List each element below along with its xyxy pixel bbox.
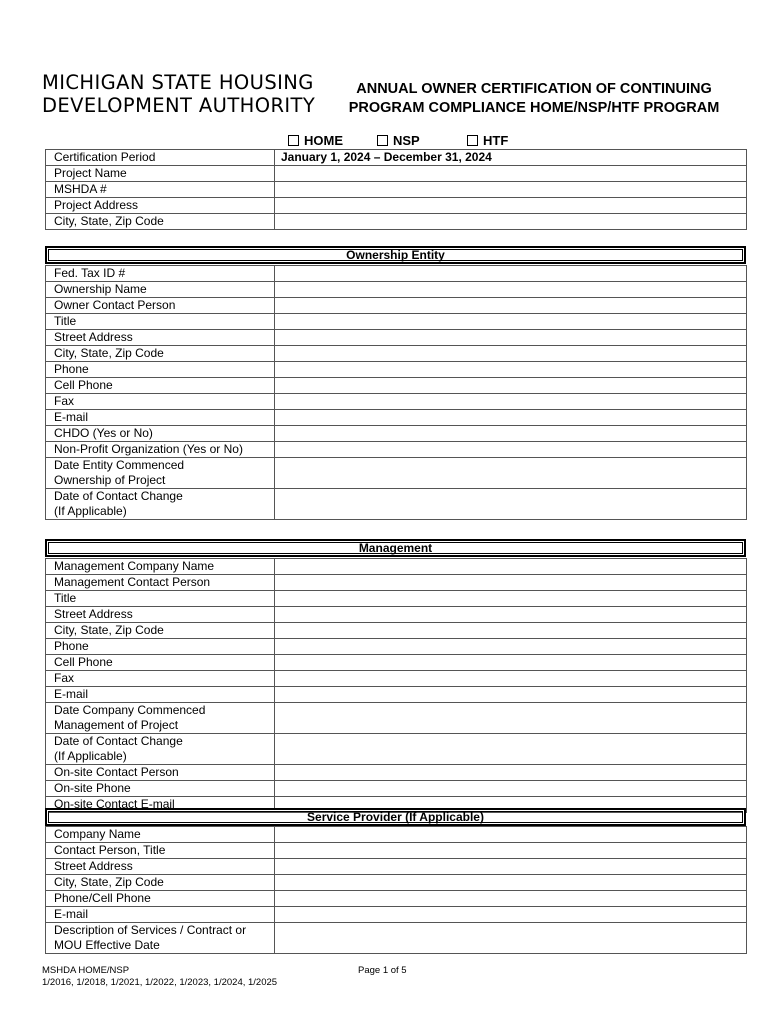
- field-label: [46, 282, 275, 298]
- field-value[interactable]: [275, 362, 747, 378]
- field-label-text: City, State, Zip Code: [54, 623, 164, 637]
- ownership-entity-header: Ownership Entity: [45, 246, 746, 264]
- field-label-text-line-2: (If Applicable): [54, 749, 127, 763]
- form-row: [46, 843, 747, 859]
- form-row: [46, 923, 747, 954]
- service-provider-table: [45, 826, 746, 954]
- field-label: [46, 734, 275, 765]
- field-value[interactable]: [275, 378, 747, 394]
- form-row: [46, 827, 747, 843]
- field-value[interactable]: [275, 426, 747, 442]
- field-value[interactable]: [275, 907, 747, 923]
- field-label-text: Phone: [54, 639, 89, 653]
- field-label-text: Date of Contact Change: [54, 734, 183, 748]
- footer-form-info: [42, 965, 277, 989]
- form-row: [46, 623, 747, 639]
- home-label: HOME: [304, 133, 343, 148]
- home-checkbox[interactable]: [288, 135, 299, 146]
- field-value[interactable]: [275, 781, 747, 797]
- footer-form-id: MSHDA HOME/NSP: [42, 965, 130, 976]
- field-label-text-line-2: Ownership of Project: [54, 473, 166, 487]
- field-label-text: Fax: [54, 394, 75, 408]
- field-value[interactable]: January 1, 2024 – December 31, 2024: [275, 150, 747, 166]
- field-label: [46, 843, 275, 859]
- management-table: [45, 558, 746, 813]
- field-label: [46, 687, 275, 703]
- field-label-text: Company Name: [54, 827, 141, 841]
- field-label: [46, 765, 275, 781]
- form-row: [46, 266, 747, 282]
- field-label-text: Project Name: [54, 166, 127, 180]
- field-label-text: Management Contact Person: [54, 575, 211, 589]
- form-row: [46, 442, 747, 458]
- field-value[interactable]: [275, 671, 747, 687]
- ownership-entity-table: [45, 265, 746, 520]
- field-label: [46, 489, 275, 520]
- form-row: [46, 559, 747, 575]
- field-label: [46, 166, 275, 182]
- logo-line-2: DEVELOPMENT AUTHORITY: [42, 94, 316, 117]
- form-row: [46, 394, 747, 410]
- field-label: [46, 442, 275, 458]
- form-row: [46, 875, 747, 891]
- field-label-text: City, State, Zip Code: [54, 214, 164, 228]
- field-label-text: Street Address: [54, 607, 133, 621]
- field-value[interactable]: [275, 827, 747, 843]
- field-value[interactable]: [275, 394, 747, 410]
- form-row: [46, 489, 747, 520]
- nsp-label: NSP: [393, 133, 420, 148]
- field-label-text: Owner Contact Person: [54, 298, 176, 312]
- field-value[interactable]: [275, 843, 747, 859]
- program-home[interactable]: [288, 133, 343, 148]
- field-value[interactable]: [275, 214, 747, 230]
- form-row: [46, 591, 747, 607]
- field-label: [46, 623, 275, 639]
- field-label-text: E-mail: [54, 687, 89, 701]
- form-row: [46, 426, 747, 442]
- field-label: [46, 559, 275, 575]
- field-value[interactable]: [275, 703, 747, 734]
- field-value[interactable]: [275, 591, 747, 607]
- field-label: [46, 346, 275, 362]
- field-value[interactable]: [275, 734, 747, 765]
- field-label: [46, 827, 275, 843]
- field-value[interactable]: [275, 330, 747, 346]
- field-label: [46, 923, 275, 954]
- form-row: [46, 378, 747, 394]
- field-value[interactable]: [275, 266, 747, 282]
- field-label-text: Ownership Name: [54, 282, 147, 296]
- field-label-text: Date of Contact Change: [54, 489, 183, 503]
- field-value[interactable]: [275, 166, 747, 182]
- field-value[interactable]: [275, 655, 747, 671]
- footer-revision-dates: 1/2016, 1/2018, 1/2021, 1/2022, 1/2023, 1/2024, 1/2025: [42, 977, 278, 988]
- field-label-text: Cell Phone: [54, 378, 113, 392]
- field-label: [46, 182, 275, 198]
- form-row: [46, 671, 747, 687]
- form-row: [46, 410, 747, 426]
- form-row: [46, 781, 747, 797]
- form-row: [46, 607, 747, 623]
- field-value[interactable]: [275, 346, 747, 362]
- management-header: Management: [45, 539, 746, 557]
- form-row: [46, 765, 747, 781]
- htf-label: HTF: [483, 133, 509, 148]
- field-label: [46, 394, 275, 410]
- field-value[interactable]: [275, 442, 747, 458]
- field-label-text: City, State, Zip Code: [54, 346, 164, 360]
- logo-line-1: MICHIGAN STATE HOUSING: [42, 71, 314, 94]
- page-number: Page 1 of 5: [358, 965, 407, 976]
- mshda-logo: [42, 71, 315, 117]
- field-label: [46, 330, 275, 346]
- form-title: [334, 80, 734, 118]
- field-value[interactable]: [275, 687, 747, 703]
- form-title-line-2: PROGRAM COMPLIANCE HOME/NSP/HTF PROGRAM: [348, 100, 720, 116]
- field-label: [46, 314, 275, 330]
- form-row: [46, 655, 747, 671]
- field-label: [46, 875, 275, 891]
- field-value[interactable]: [275, 859, 747, 875]
- field-label-text-line-2: (If Applicable): [54, 504, 127, 518]
- field-label-text: Management Company Name: [54, 559, 215, 573]
- field-label-text: Date Company Commenced: [54, 703, 206, 717]
- htf-checkbox[interactable]: [467, 135, 478, 146]
- field-label-text: Street Address: [54, 859, 133, 873]
- field-label-text: Project Address: [54, 198, 139, 212]
- field-label: [46, 591, 275, 607]
- field-value[interactable]: [275, 314, 747, 330]
- program-checkboxes: [0, 133, 770, 149]
- field-label: [46, 298, 275, 314]
- field-value[interactable]: [275, 623, 747, 639]
- form-row: [46, 346, 747, 362]
- field-label-text: Non-Profit Organization (Yes or No): [54, 442, 243, 456]
- service-provider-header: Service Provider (If Applicable): [45, 808, 746, 826]
- field-label-text: Cell Phone: [54, 655, 113, 669]
- form-row: [46, 891, 747, 907]
- field-label-text: Title: [54, 314, 77, 328]
- field-label-text: Date Entity Commenced: [54, 458, 185, 472]
- form-row: [46, 198, 747, 214]
- field-value[interactable]: [275, 891, 747, 907]
- field-label: [46, 378, 275, 394]
- field-label-text: Certification Period: [54, 150, 156, 164]
- field-label: [46, 671, 275, 687]
- form-row: [46, 859, 747, 875]
- field-label-text: Fax: [54, 671, 75, 685]
- field-label-text: Street Address: [54, 330, 133, 344]
- field-label-text: Fed. Tax ID #: [54, 266, 126, 280]
- field-label-text: On-site Contact E-mail: [54, 797, 175, 811]
- field-value[interactable]: [275, 458, 747, 489]
- form-row: [46, 330, 747, 346]
- field-label: [46, 266, 275, 282]
- field-value[interactable]: [275, 298, 747, 314]
- form-row: [46, 687, 747, 703]
- field-label-text: Contact Person, Title: [54, 843, 166, 857]
- field-value[interactable]: [275, 198, 747, 214]
- field-label: [46, 150, 275, 166]
- field-label: [46, 907, 275, 923]
- form-row: [46, 362, 747, 378]
- form-title-line-1: ANNUAL OWNER CERTIFICATION OF CONTINUING: [356, 81, 712, 97]
- field-label-text: On-site Contact Person: [54, 765, 179, 779]
- field-label: [46, 362, 275, 378]
- field-label: [46, 426, 275, 442]
- field-label-text: Description of Services / Contract or: [54, 923, 247, 937]
- field-label-text: CHDO (Yes or No): [54, 426, 153, 440]
- field-value[interactable]: [275, 559, 747, 575]
- field-label-text: On-site Phone: [54, 781, 131, 795]
- field-value[interactable]: [275, 765, 747, 781]
- field-label-text-line-2: MOU Effective Date: [54, 938, 160, 952]
- field-label: [46, 198, 275, 214]
- field-label: [46, 859, 275, 875]
- nsp-checkbox[interactable]: [377, 135, 388, 146]
- field-label-text: E-mail: [54, 907, 89, 921]
- field-value[interactable]: [275, 410, 747, 426]
- field-label: [46, 214, 275, 230]
- program-nsp[interactable]: [377, 133, 420, 148]
- form-row: [46, 575, 747, 591]
- field-value[interactable]: [275, 923, 747, 954]
- form-row: [46, 166, 747, 182]
- field-label: [46, 639, 275, 655]
- field-label: [46, 410, 275, 426]
- field-value[interactable]: [275, 607, 747, 623]
- form-row: [46, 150, 747, 166]
- field-label-text: E-mail: [54, 410, 89, 424]
- field-label-text-line-2: Management of Project: [54, 718, 179, 732]
- form-row: [46, 182, 747, 198]
- field-label: [46, 781, 275, 797]
- field-label-text: Phone/Cell Phone: [54, 891, 151, 905]
- field-label: [46, 655, 275, 671]
- field-label: [46, 575, 275, 591]
- field-label-text: MSHDA #: [54, 182, 107, 196]
- project-info-table: [45, 149, 746, 230]
- field-value[interactable]: [275, 639, 747, 655]
- form-row: [46, 458, 747, 489]
- field-label: [46, 891, 275, 907]
- field-label-text: Phone: [54, 362, 89, 376]
- field-value[interactable]: [275, 875, 747, 891]
- field-label: [46, 458, 275, 489]
- form-row: [46, 734, 747, 765]
- field-label-text: City, State, Zip Code: [54, 875, 164, 889]
- field-value[interactable]: [275, 282, 747, 298]
- field-value[interactable]: [275, 575, 747, 591]
- form-row: [46, 703, 747, 734]
- form-row: [46, 298, 747, 314]
- form-row: [46, 282, 747, 298]
- form-row: [46, 907, 747, 923]
- field-value[interactable]: [275, 489, 747, 520]
- form-row: [46, 214, 747, 230]
- form-row: [46, 314, 747, 330]
- field-label-text: Title: [54, 591, 77, 605]
- program-htf[interactable]: [467, 133, 508, 148]
- form-row: [46, 639, 747, 655]
- field-label: [46, 703, 275, 734]
- field-label: [46, 607, 275, 623]
- field-value[interactable]: [275, 182, 747, 198]
